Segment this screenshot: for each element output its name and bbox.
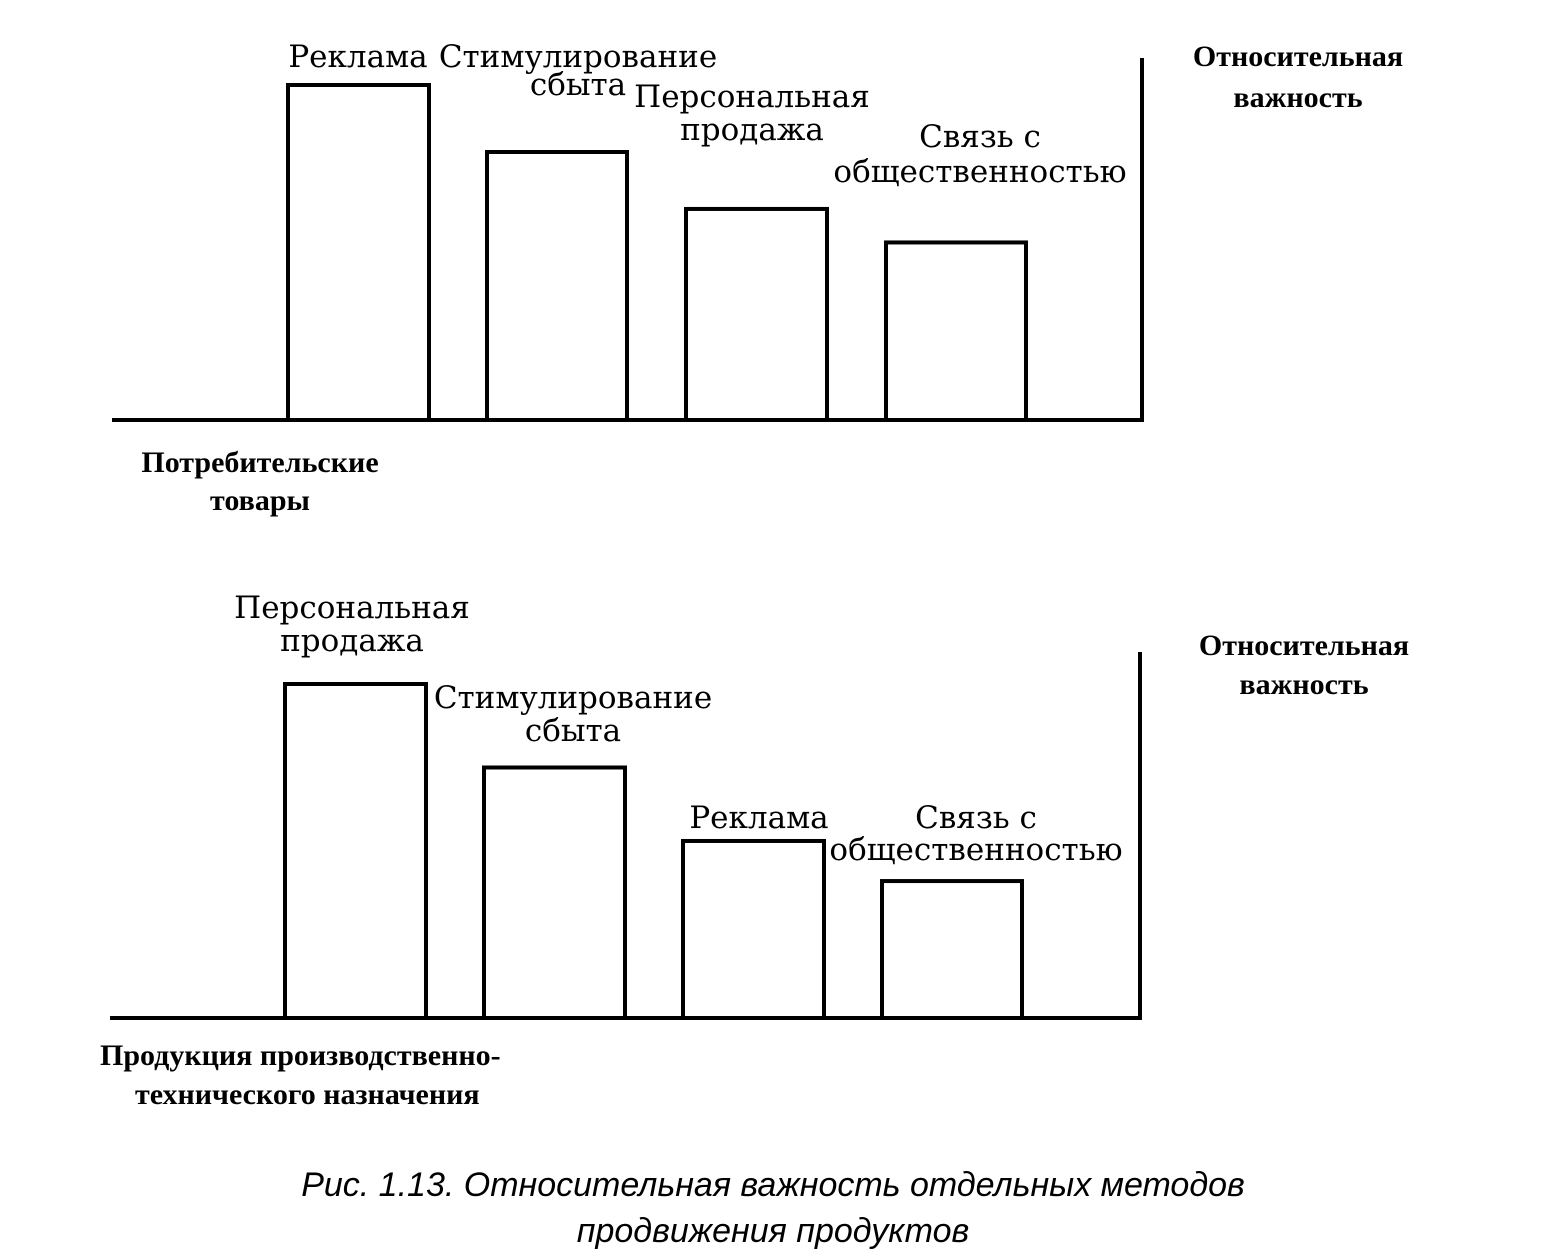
bar-label: Стимулирование — [438, 39, 718, 75]
bar — [882, 881, 1022, 1018]
bar — [886, 242, 1026, 420]
chart-industrial-goods — [100, 590, 1409, 1111]
bar-label: Стимулирование — [433, 680, 713, 716]
caption-line-1: Рис. 1.13. Относительная важность отдельных методов — [301, 1166, 1245, 1204]
y-axis-label: важность — [1233, 81, 1363, 114]
x-axis-label: товары — [210, 484, 310, 517]
bar — [288, 85, 429, 420]
x-axis-label: технического назначения — [135, 1078, 480, 1111]
bar-label: общественностью — [829, 832, 1123, 868]
bar-label: Персональная — [634, 79, 870, 115]
caption-line-2: продвижения продуктов — [576, 1212, 970, 1250]
bar-label: продажа — [280, 623, 424, 659]
bar — [487, 152, 627, 420]
bar-label: сбыта — [524, 713, 622, 749]
x-axis-label: Потребительские — [141, 446, 379, 479]
bar-label: Связь с — [919, 119, 1041, 155]
bar — [686, 209, 827, 420]
bar-label: общественностью — [833, 154, 1127, 190]
bar-label: продажа — [680, 112, 824, 148]
bar-label: сбыта — [529, 67, 627, 103]
bar-label: Персональная — [234, 590, 470, 626]
bar-label: Реклама — [689, 800, 829, 836]
y-axis-label: Относительная — [1198, 629, 1410, 662]
bar-label: Связь с — [915, 800, 1037, 836]
bar — [484, 768, 625, 1019]
x-axis-label: Продукция производственно- — [100, 1039, 501, 1072]
bar — [285, 684, 426, 1018]
y-axis-label: Относительная — [1192, 40, 1404, 73]
bar — [683, 841, 824, 1018]
y-axis-label: важность — [1239, 668, 1369, 701]
chart-consumer-goods — [112, 39, 1403, 517]
bar-label: Реклама — [288, 39, 428, 75]
